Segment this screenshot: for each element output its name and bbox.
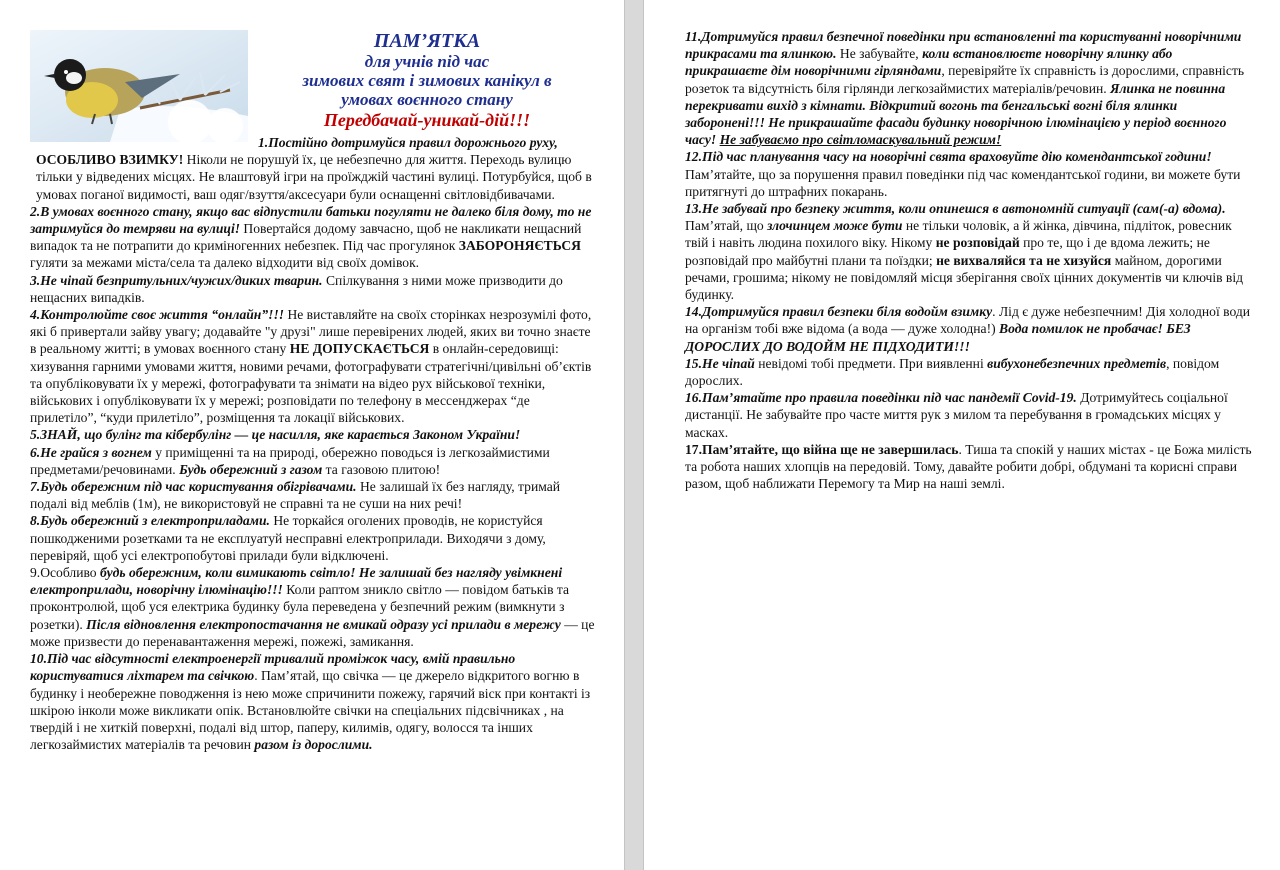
document-title: ПАМ’ЯТКА: [373, 30, 481, 52]
page-gutter: [624, 0, 644, 870]
item-17: 17.Пам’ятайте, що війна ще не завершилась. Тиша та спокій у наших містах - це Божа милість та робота наших хлопців на передовій. Тому, давайте робити добрі, обдумані та корисні справи разом, щоб наближати Перемогу та Мир на наші землі.: [685, 441, 1252, 492]
motto: Передбачай-уникай-дій!!!: [323, 110, 531, 130]
item-9: 9.Особливо будь обережним, коли вимикають світло! Не залишай без нагляду увімкнені електроприлади, новорічну ілюмінацію!!! Коли раптом зникло світло — повідом батьків та проконтролюй, щоб уся електрика будинку була переведена у безпечний режим (вимкнути з розетки). Після відновлення електропостачання не вмикай одразу усі прилади в мережу — це може призвести до перенавантаження мережі, пожежі, замикання.: [30, 565, 595, 649]
title-block: [262, 30, 592, 131]
item-10: 10.Під час відсутності електроенергії тривалий проміжок часу, вмій правильно користуватися ліхтарем та свічкою. Пам’ятай, що свічка — це джерело відкритого вогню в будинку і необережне поводження із нею може спричинити пожежу, гарячий віск при контакті із шкірою інколи може викликати опік. Встановлюйте свічки на спеціальних підсвічниках , на твердій і не хиткій поверхні, подалі від штор, паперу, килимів, одягу, волосся та інших легкозаймистих матеріалів та речовин разом із дорослими.: [30, 651, 591, 753]
item-5: 5.ЗНАЙ, що булінг та кібербулінг — це насилля, яке карається Законом України!: [30, 427, 521, 443]
subtitle-line-3: умовах воєнного стану: [341, 90, 513, 109]
subtitle-line-1: для учнів під час: [364, 52, 490, 71]
item-7: 7.Будь обережним під час користування обігрівачами. Не залишай їх без нагляду, тримай подалі від меблів (1м), не використовуй не справні та не суши на них речі!: [30, 479, 561, 512]
titmouse-bird-image: [30, 30, 248, 142]
left-page-text: [30, 134, 595, 753]
item-14: 14.Дотримуйся правил безпеки біля водойм взимку. Лід є дуже небезпечним! Дія холодної води на організм тобі вже відома (а вода — дуже холодна!) Вода помилок не пробачає! БЕЗ ДОРОСЛИХ ДО ВОДОЙМ НЕ ПІДХОДИТИ!!!: [685, 304, 1251, 354]
item-3: 3.Не чіпай безпритульних/чужих/диких тварин. Спілкування з ними може призводити до нещасних випадків.: [30, 272, 563, 305]
item-1-cont: ОСОБЛИВО ВЗИМКУ! Ніколи не порушуй їх, це небезпечно для життя. Переходь вулицю тільки у відведених місцях. Не влаштовуй ігри на проїжджій частині вулиці. Потурбуйся, щоб в умовах поганої видимості, ваш одяг/взуття/аксесуари були оснащенні світловідбивачами.: [36, 152, 592, 202]
right-page-text: [685, 28, 1255, 492]
item-4: 4.Контролюйте своє життя “онлайн”!!! Не виставляйте на своїх сторінках незрозумілі фото, які б привертали зайву увагу; додавайте "у друзі" лише перевірених людей, яких ви точно знаєте в реальному житті; в умовах воєнного стану НЕ ДОПУСКАЄТЬСЯ в онлайн-середовищі: хизування гарними умовами життя, новими речами, фотографувати стратегічні/цивільні об’єктів та опубліковувати їх у мережі, фотографувати та знімати на відео рух військової техніки, військових і опубліковувати їх у мережі; розповідати по телефону в мессенджерах “де прилетіло”, “куди прилетіло”, розміщення та локації військових.: [30, 307, 592, 426]
item-1: 1.Постійно дотримуйся правил дорожнього руху,: [258, 135, 558, 150]
item-15: 15.Не чіпай невідомі тобі предмети. При виявленні вибухонебезпечних предметів, повідом дорослих.: [685, 355, 1220, 389]
item-13: 13.Не забувай про безпеку життя, коли опинешся в автономній ситуації (сам(-а) вдома). Пам’ятай, що злочинцем може бути не тільки чоловік, а й жінка, дівчина, підліток, ровесник твій і навіть людина похилого віку. Нікому не розповідай про те, що і де вдома лежить; не розповідай про майбутні плани та поїздки; не вихваляйся та не хизуйся майном, дорогими речами, грошима; нікому не повідомляй місця зберігання своїх цінних документів чи ключів від будинку.: [685, 201, 1244, 303]
item-12: 12.Під час планування часу на новорічні свята враховуйте дію комендантської години! Пам’ятайте, що за порушення правил поведінки під час комендантської години, ви можете бути притягнуті до штрафних покарань.: [685, 149, 1241, 199]
item-11: 11.Дотримуйся правил безпечної поведінки при встановленні та користуванні новорічними прикрасами та ялинкою. Не забувайте, коли встановлюєте новорічну ялинку або прикрашаєте дім новорічними гірляндами, перевіряйте їх справність із дорослими, справність розеток та відсутність біля гірлянди легкозаймистих матеріалів/речовин. Ялинка не повинна перекривати вихід з кімнати. Відкритий вогонь та бенгальські вогні біля ялинки заборонені!!! Не прикрашайте фасади будинку новорічною ілюмінацією у період воєнного часу! Не забуваємо про світломаскувальний режим!: [685, 29, 1245, 148]
page-left: [0, 0, 624, 870]
subtitle-line-2: зимових свят і зимових канікул в: [302, 71, 552, 90]
item-8: 8.Будь обережний з електроприладами. Не торкайся оголених проводів, не користуйся пошкодженими розетками та не експлуатуй несправні електроприлади. Виходячи з дому, перевіряй, щоб усі електропобутові прилади були відключені.: [30, 513, 546, 563]
item-6: 6.Не грайся з вогнем у приміщенні та на природі, обережно поводься із легкозаймистими предметами/речовинами. Будь обережний з газом та газовою плитою!: [30, 444, 550, 477]
item-2: 2.В умовах воєнного стану, якщо вас відпустили батьки погуляти не далеко біля дому, то не затримуйся до темряви на вулиці! Повертайся додому завчасно, щоб не накликати нещасний випадок та не потрапити до криміногенних небезпек. Під час прогулянок ЗАБОРОНЯЄТЬСЯ гуляти за межами міста/села та далеко відходити від своїх домівок.: [30, 203, 592, 271]
item-16: 16.Пам’ятайте про правила поведінки під час пандемії Covid-19. Дотримуйтесь соціальної дистанції. Не забувайте про часте миття рук з милом та перебування в громадських місцях у масках.: [685, 390, 1228, 440]
